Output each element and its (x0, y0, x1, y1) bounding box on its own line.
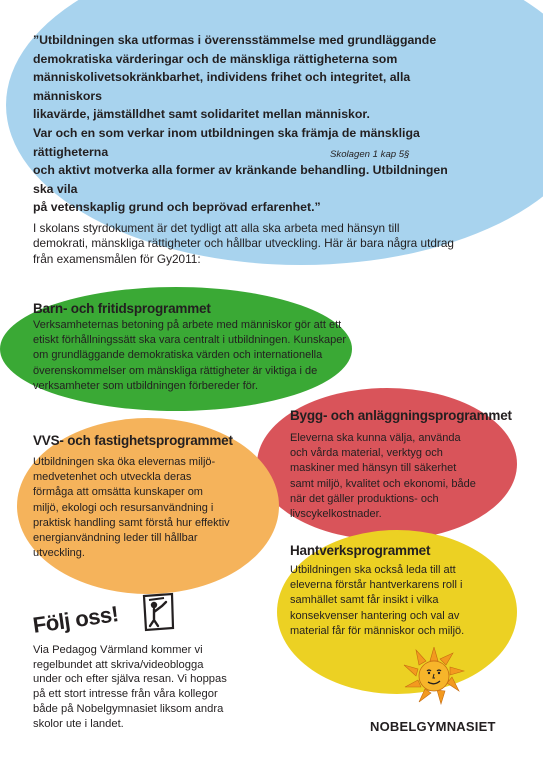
quote-source: Skolagen 1 kap 5§ (330, 149, 410, 160)
sun-logo-icon (403, 647, 465, 705)
follow-us-text (33, 643, 283, 731)
follow-line: på ett stort intresse från våra kollegor (33, 688, 218, 701)
program-line: när det gäller produktions- och (290, 492, 439, 505)
program-line: praktisk handling samt förstå hur effektiv (33, 516, 230, 529)
hantverk-program-text (290, 563, 515, 639)
program-line: eleverna förstår hantverkarens roll i (290, 579, 463, 592)
barn-program-title: Barn- och fritidsprogrammet (33, 301, 211, 316)
quote-line: likavärde, jämställdhet samt solidaritet mellan människor. (33, 107, 370, 122)
program-line: Utbildningen ska också leda till att (290, 564, 456, 576)
intro-line: I skolans styrdokument är det tydligt att alla ska arbeta med hänsyn till (33, 221, 400, 235)
quote-line: och aktivt motverka alla former av kränkande behandling. Utbildningen ska vila (33, 163, 448, 196)
quote-line: Var och en som verkar inom utbildningen ska främja de mänskliga rättigheterna (33, 125, 420, 159)
follow-line: regelbundet att skriva/videoblogga (33, 658, 204, 671)
program-line: maskiner med hänsyn till säkerhet (290, 462, 457, 475)
bygg-program-text (290, 431, 515, 522)
program-line: samt miljö, kvalitet och ekonomi, både (290, 477, 476, 490)
brand-name: NOBELGYMNASIET (370, 719, 496, 734)
blogger-icon (140, 592, 176, 632)
bygg-program-title: Bygg- och anläggningsprogrammet (290, 408, 512, 423)
quote-line: ”Utbildningen ska utformas i överensstämmelse med grundläggande (33, 33, 437, 47)
program-line: Verksamheternas betoning på arbete med människor gör att ett (33, 319, 342, 331)
program-line: Utbildningen ska öka elevernas miljö- (33, 456, 216, 468)
program-line: miljö, ekologi och resursanvändning i (33, 501, 214, 514)
program-line: material får för människor och miljö. (290, 624, 465, 637)
quote-line: på vetenskaplig grund och beprövad erfarenhet.” (33, 200, 321, 215)
program-line: Eleverna ska kunna välja, använda (290, 432, 461, 444)
follow-us-title: Följ oss! (31, 601, 120, 638)
program-line: verksamheter som utbildningen förbereder för. (33, 379, 259, 392)
follow-line: både på Nobelgymnasiet liksom andra (33, 702, 224, 715)
program-line: energianvändning leder till hållbar (33, 532, 198, 545)
intro-line: från examensmålen för Gy2011: (33, 251, 201, 266)
follow-line: skolor ute i landet. (33, 717, 124, 730)
program-line: livscykelkostnader. (290, 508, 382, 521)
quote-line: demokratiska värderingar och de mänskliga rättigheterna som (33, 51, 398, 66)
program-line: medvetenhet och utveckla deras (33, 471, 192, 484)
program-line: etiskt förhållningssätt ska vara centralt i utbildningen. Kunskaper (33, 334, 347, 347)
vvs-program-text (33, 455, 268, 561)
follow-line: Via Pedagog Värmland kommer vi (33, 644, 203, 656)
program-line: konsekvenser hantering och val av (290, 609, 460, 622)
follow-line: under och efter själva resan. Vi hoppas (33, 673, 227, 686)
program-line: om grundläggande demokratiska värden och internationella (33, 349, 323, 362)
quote-line: människolivetsokränkbarhet, individens frihet och integritet, alla människors (33, 70, 411, 103)
law-quote (33, 31, 453, 217)
program-line: samhället samt får insikt i vilka (290, 594, 439, 607)
hantverk-program-title: Hantverksprogrammet (290, 543, 431, 558)
program-line: och vårda material, verktyg och (290, 447, 443, 460)
program-line: överenskommelser om mänskliga rättigheter är viktiga i de (33, 364, 318, 377)
program-line: förmåga att omsätta kunskaper om (33, 486, 203, 499)
intro-paragraph (33, 221, 463, 267)
vvs-program-title: VVS- och fastighetsprogrammet (33, 433, 233, 448)
barn-program-text (33, 318, 363, 394)
program-line: utveckling. (33, 547, 85, 560)
intro-line: demokrati, mänskliga rättigheter och hållbar utveckling. Här är bara några utdrag (33, 236, 454, 251)
